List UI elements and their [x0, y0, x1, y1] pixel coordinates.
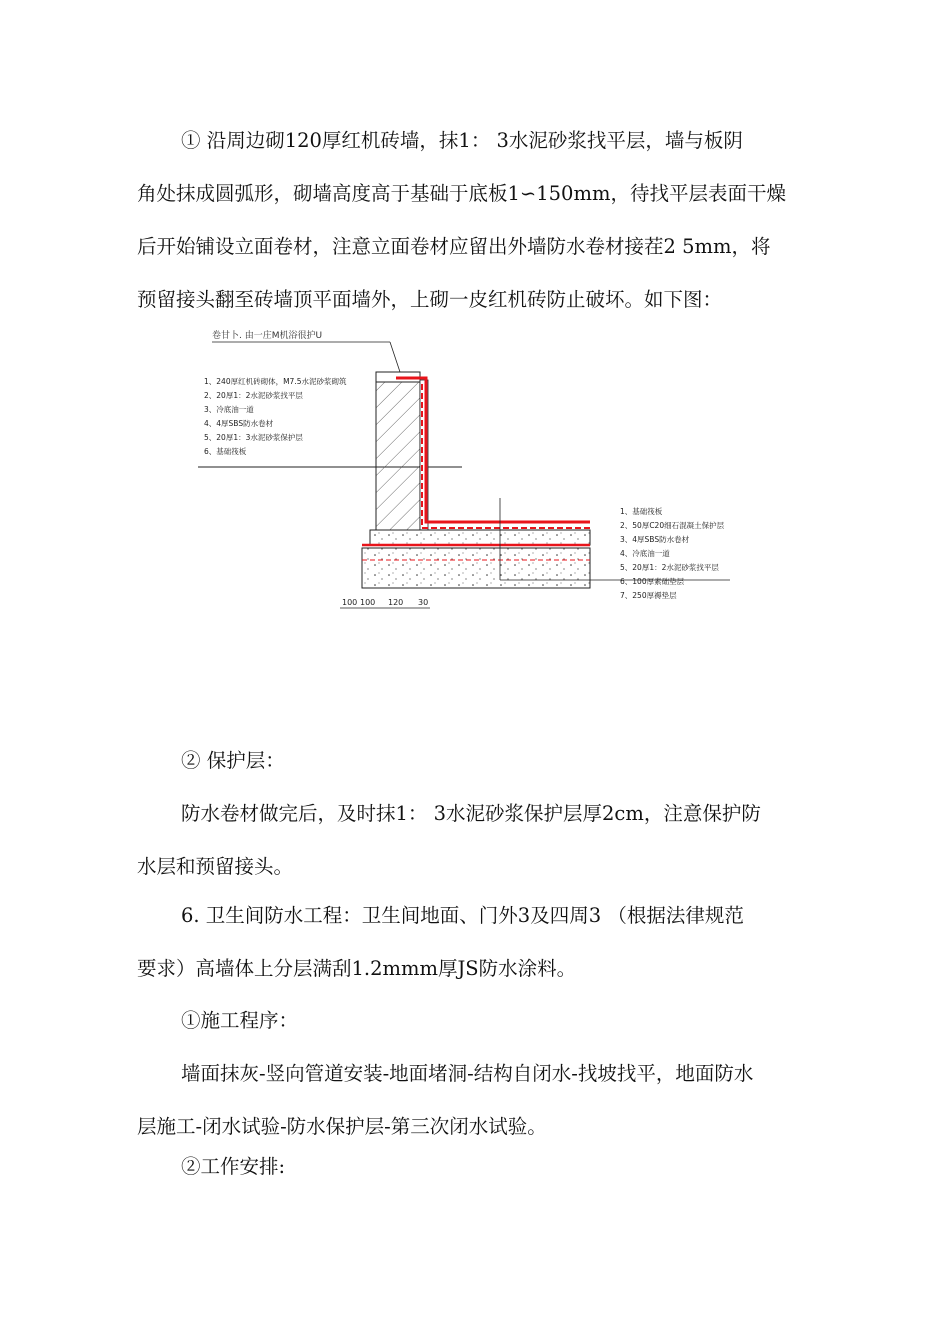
note-text: 3、4厚SBS防水卷材: [620, 535, 690, 544]
right-notes: [620, 506, 725, 600]
paragraph-5: [137, 1140, 827, 1193]
dimension-label: 100: [342, 598, 358, 607]
note-text: 5、20厚1：3水泥砂浆保护层: [204, 433, 303, 442]
paragraph-4: [137, 994, 827, 1153]
text-line: 防水卷材做完后，及时抹1： 3水泥砂浆保护层厚2cm，注意保护防: [181, 802, 761, 825]
text-line: 层施工-闭水试验-防水保护层-第三次闭水试验。: [137, 1115, 547, 1138]
text-line: 6. 卫生间防水工程：卫生间地面、门外3及四周3 （根据法律规范: [181, 904, 744, 927]
text-line: 要求）高墙体上分层满刮1.2mmm厚JS防水涂料。: [137, 957, 577, 980]
note-text: 1、基础筏板: [620, 507, 663, 516]
dimension-label: 120: [388, 598, 404, 607]
text-line: 墙面抹灰-竖向管道安装-地面堵洞-结构自闭水-找坡找平，地面防水: [181, 1062, 754, 1085]
note-text: 2、50厚C20细石混凝土保护层: [620, 521, 725, 530]
waterproof-membrane-inner: [422, 384, 590, 528]
dimension-label: 30: [418, 598, 429, 607]
note-text: 5、20厚1：2水泥砂浆找平层: [620, 563, 719, 572]
section-heading: ②工作安排:: [181, 1155, 286, 1178]
paragraph-3: [137, 889, 827, 995]
text-line: 后开始铺设立面卷材，注意立面卷材应留出外墙防水卷材接茬2 5mm，将: [137, 235, 771, 258]
note-text: 6、100厚素础垫层: [620, 577, 685, 586]
note-text: 2、20厚1：2水泥砂浆找平层: [204, 391, 303, 400]
text-line: 预留接头翻至砖墙顶平面墙外，上砌一皮红机砖防止破坏。如下图：: [137, 288, 723, 311]
note-text: 4、4厚SBS防水卷材: [204, 419, 274, 428]
note-text: 6、基础筏板: [204, 447, 247, 456]
waterproof-membrane: [396, 378, 590, 522]
foundation-slab: [370, 530, 590, 545]
text-line: ① 沿周边砌120厚红机砖墙，抹1： 3水泥砂浆找平层，墙与板阴: [181, 129, 743, 152]
brick-wall: [376, 380, 420, 530]
dimension-labels: [342, 598, 428, 607]
dimension-label: 100: [360, 598, 376, 607]
section-heading: ①施工程序：: [181, 1009, 299, 1032]
left-notes: [204, 376, 347, 456]
text-line: 角处抹成圆弧形，砌墙高度高于基础于底板1∽150mm，待找平层表面干燥: [137, 182, 786, 205]
note-text: 7、250厚褥垫层: [620, 591, 677, 600]
note-text: 4、冷底油一道: [620, 549, 670, 558]
paragraph-2: [137, 734, 827, 893]
note-text: 3、冷底油一道: [204, 405, 254, 414]
note-text: 1、240厚红机砖砌体，M7.5水泥砂浆砌筑: [204, 377, 347, 386]
leader-line: [390, 342, 400, 372]
cushion-layer: [362, 548, 590, 588]
paragraph-1: [137, 114, 827, 326]
text-line: 水层和预留接头。: [137, 855, 294, 878]
figure-top-label: 卷甘卜. 由一庄M机浴很护U: [212, 331, 323, 341]
section-heading: ② 保护层：: [181, 749, 285, 772]
waterproofing-detail-figure: [190, 322, 750, 622]
